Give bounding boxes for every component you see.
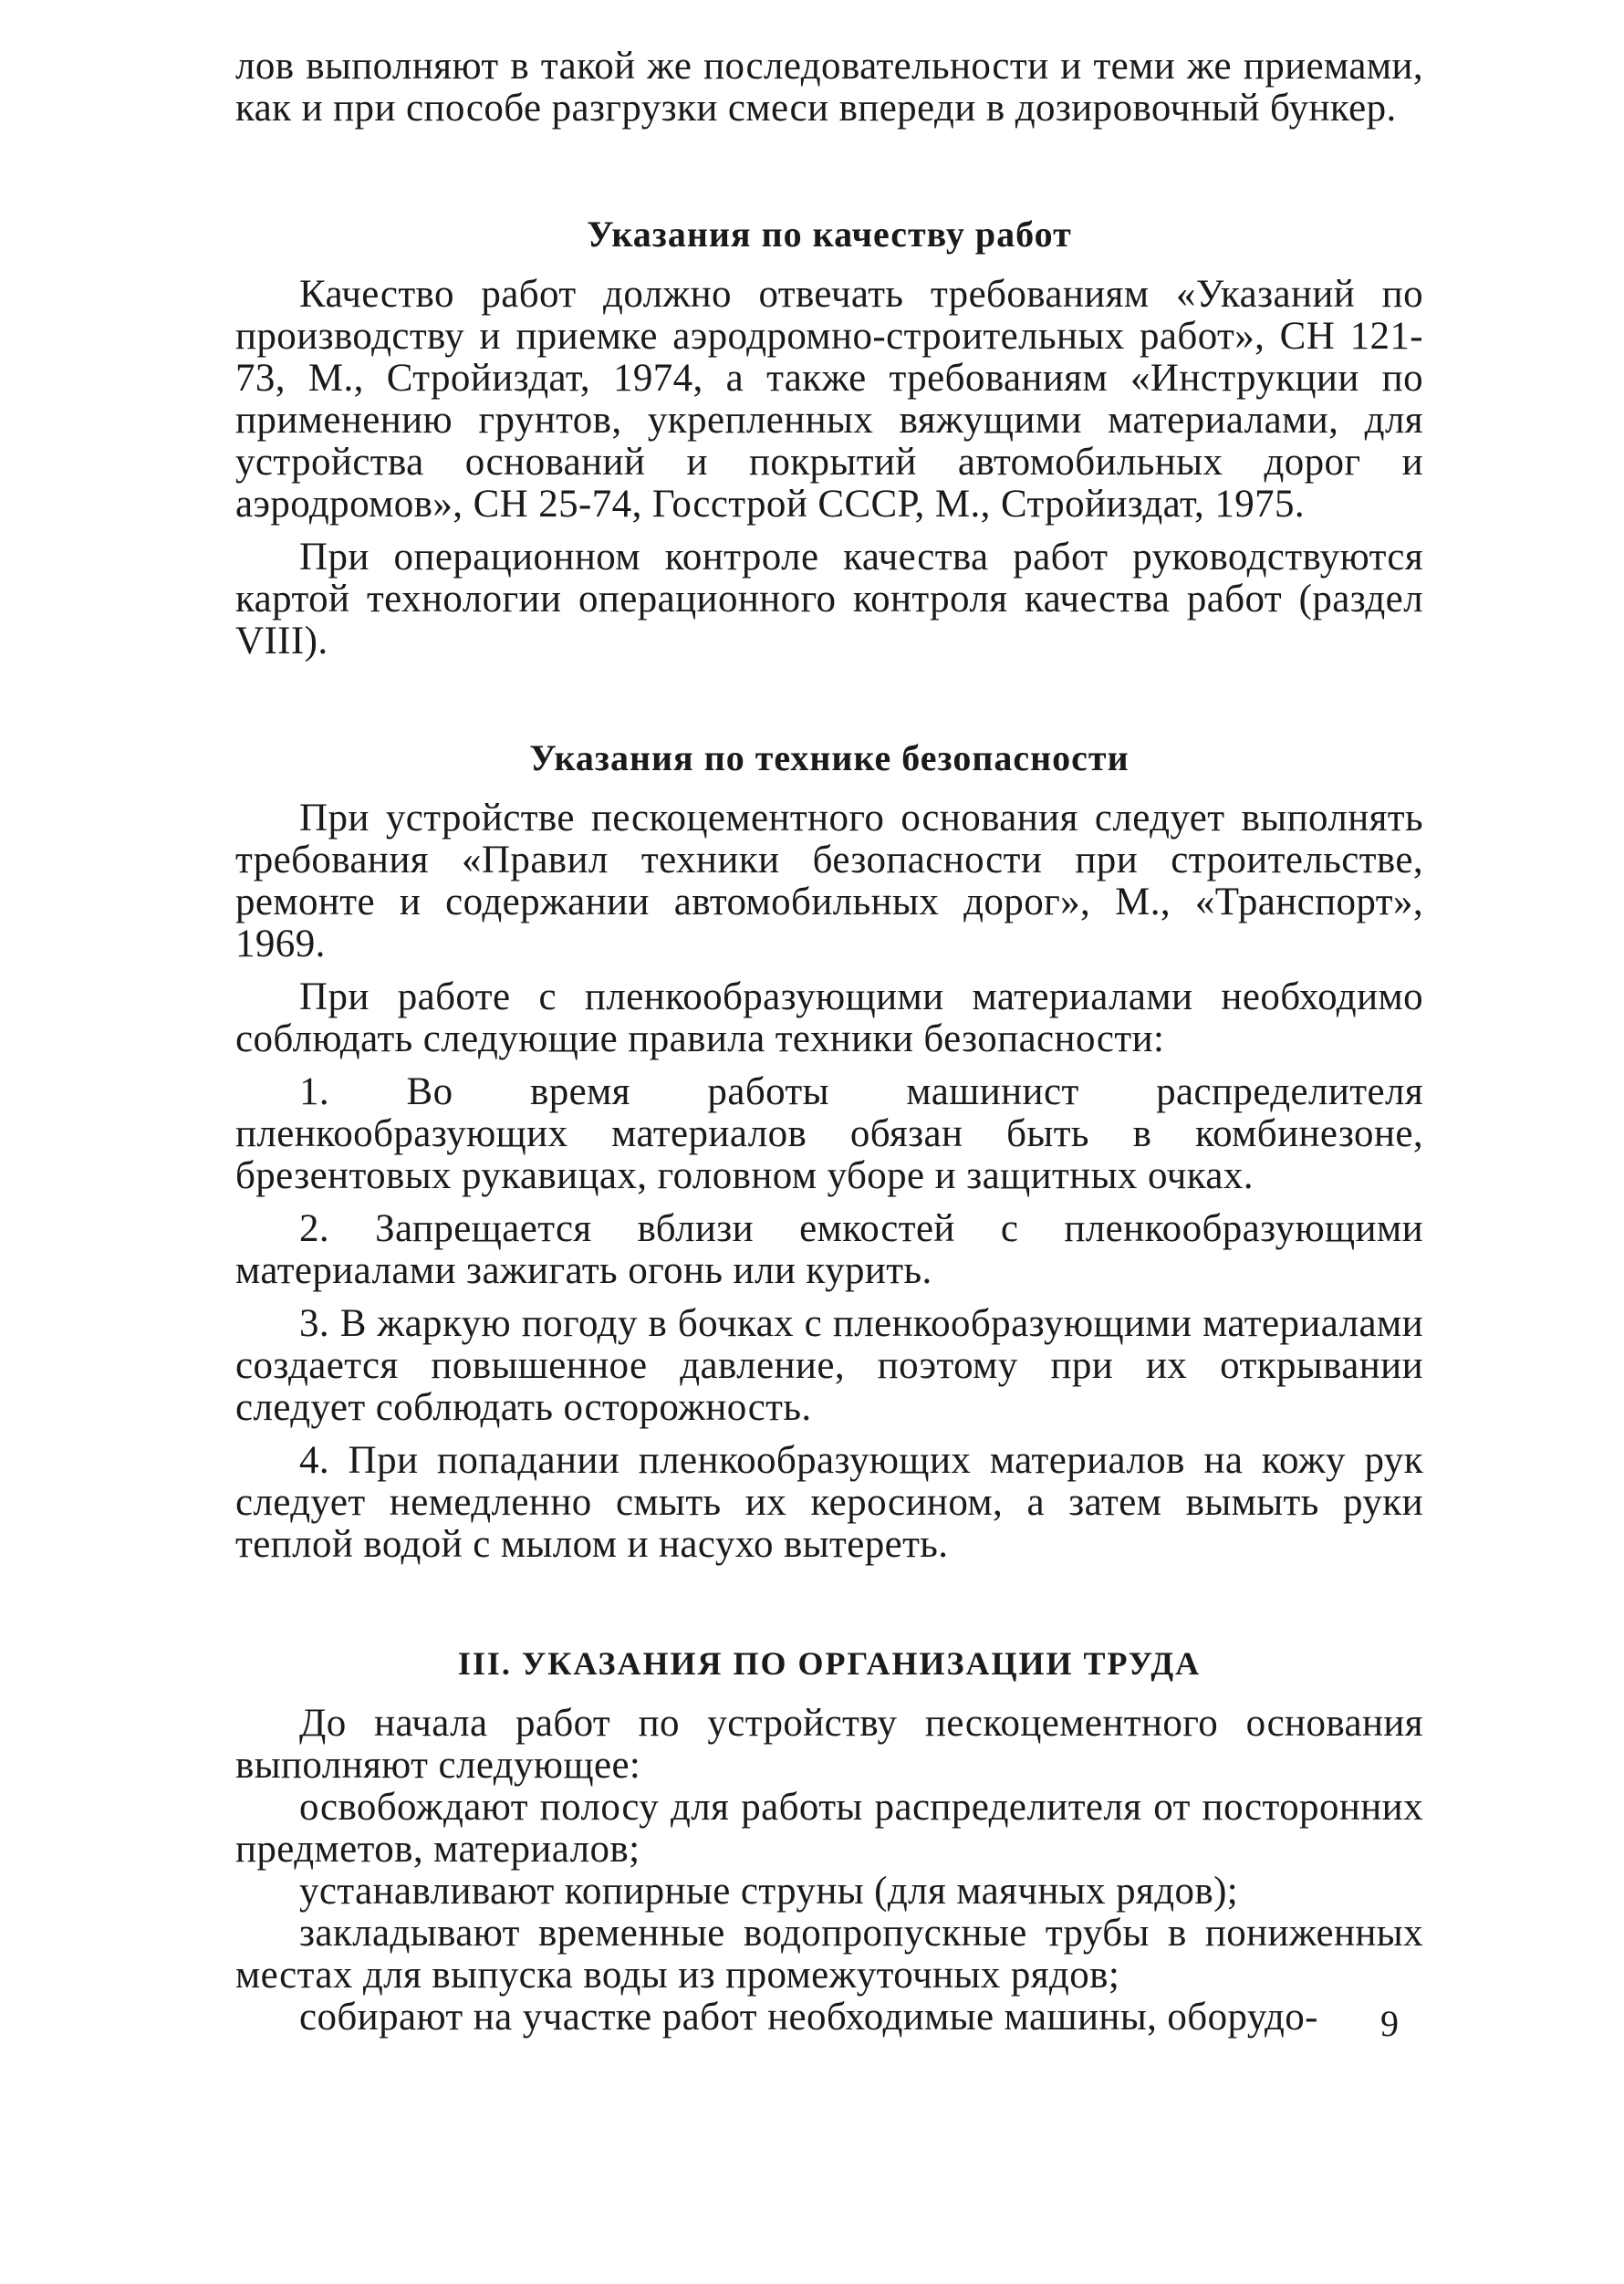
document-page (235, 46, 1423, 2039)
safety-rule-2: 2. Запрещается вблизи емкостей с пленкообразующими материалами зажигать огонь или курить. (235, 1207, 1423, 1292)
safety-rule-1: 1. Во время работы машинист распределителя пленкообразующих материалов обязан быть в комбинезоне, брезентовых рукавицах, головном уборе и защитных очках. (235, 1070, 1423, 1197)
safety-paragraph-1: При устройстве пескоцементного основания следует выполнять требования «Правил техники безопасности при строительстве, ремонте и содержании автомобильных дорог», М., «Транспорт», 1969. (235, 797, 1423, 965)
quality-section-heading: Указания по качеству работ (587, 214, 1072, 255)
labor-section-heading: III. УКАЗАНИЯ ПО ОРГАНИЗАЦИИ ТРУДА (457, 1645, 1202, 1682)
safety-rule-3: 3. В жаркую погоду в бочках с пленкообразующими материалами создается повышенное давление, поэтому при их открывании следует соблюдать осторожность. (235, 1302, 1423, 1429)
labor-paragraph-1: До начала работ по устройству пескоцементного основания выполняют следующее: (235, 1702, 1423, 1787)
labor-item-3: закладывают временные водопропускные трубы в пониженных местах для выпуска воды из промежуточных рядов; (235, 1912, 1423, 1997)
quality-paragraph-2: При операционном контроле качества работ руководствуются картой технологии операционного контроля качества работ (раздел VIII). (235, 536, 1423, 662)
quality-paragraph-1: Качество работ должно отвечать требованиям «Указаний по производству и приемке аэродромно-строительных работ», СН 121-73, М., Стройиздат, 1974, а также требованиям «Инструкции по применению грунтов, укрепленных вяжущими материалами, для устройства оснований и покрытий автомобильных дорог и аэродромов», СН 25-74, Госстрой СССР, М., Стройиздат, 1975. (235, 273, 1423, 526)
labor-item-1: освобождают полосу для работы распределителя от посторонних предметов, материалов; (235, 1786, 1423, 1871)
safety-paragraph-2: При работе с пленкообразующими материалами необходимо соблюдать следующие правила техники безопасности: (235, 975, 1423, 1060)
labor-item-2: устанавливают копирные струны (для маячных рядов); (299, 1870, 1239, 1913)
safety-section-heading: Указания по технике безопасности (529, 737, 1130, 778)
safety-rule-4: 4. При попадании пленкообразующих материалов на кожу рук следует немедленно смыть их керосином, а затем вымыть руки теплой водой с мылом и насухо вытереть. (235, 1439, 1423, 1566)
page-number: 9 (1380, 2003, 1399, 2044)
intro-paragraph: лов выполняют в такой же последовательности и теми же приемами, как и при способе разгрузки смеси впереди в дозировочный бункер. (235, 45, 1423, 130)
labor-item-4: собирают на участке работ необходимые машины, оборудо- (299, 1996, 1318, 2039)
